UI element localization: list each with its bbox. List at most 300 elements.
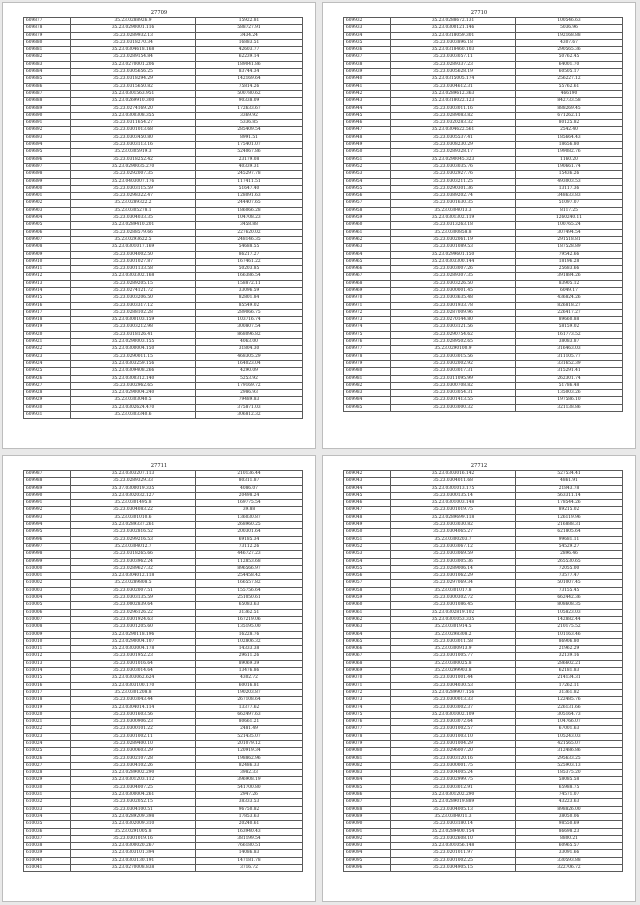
amount-cell: 51786.48 [516, 382, 623, 389]
amount-cell: 161773.52 [516, 331, 623, 338]
account-code-cell: 35.23.0303226.50 [391, 280, 516, 287]
table-row [344, 711, 623, 718]
record-id-cell: 609888 [24, 98, 71, 105]
table-row [344, 492, 623, 499]
account-code-cell: 35.23.0300708.82 [391, 382, 516, 389]
account-code-cell: 35.23.0300013.33 [391, 697, 516, 704]
account-code-cell: 35.23.0311095.99 [391, 375, 516, 382]
record-id-cell: 609911 [24, 266, 71, 273]
account-code-cell: 35.23.0288579.66 [71, 229, 196, 236]
amount-cell: 210136.44 [196, 471, 303, 478]
record-id-cell: 609990 [24, 492, 71, 499]
account-code-cell: 35.23.0301017.8 [391, 587, 516, 594]
account-code-cell: 35.23.0301002.57 [391, 726, 516, 733]
table-row [344, 25, 623, 32]
account-code-cell: 35.23.0302819.102 [391, 609, 516, 616]
table-row [24, 353, 303, 360]
table-row [24, 733, 303, 740]
record-id-cell: 609954 [344, 178, 391, 185]
record-id-cell: 609899 [24, 178, 71, 185]
amount-cell: 5253.92 [196, 375, 303, 382]
account-code-cell: 35.23.0300203.7 [391, 536, 516, 543]
record-id-cell: 609969 [344, 287, 391, 294]
amount-cell: 468305.29 [196, 353, 303, 360]
account-code-cell: 35.23.0304083.22 [71, 507, 196, 514]
account-code-cell: 35.23.0289627.32 [71, 565, 196, 572]
amount-cell: 198862.96 [196, 755, 303, 762]
record-id-cell: 609085 [344, 784, 391, 791]
table-row [344, 346, 623, 353]
record-id-cell: 610024 [24, 740, 71, 747]
record-id-cell: 609069 [344, 668, 391, 675]
record-id-cell: 610003 [24, 587, 71, 594]
amount-cell: 38083.87 [516, 339, 623, 346]
record-id-cell: 609937 [344, 54, 391, 61]
table-row [24, 697, 303, 704]
table-row [24, 821, 303, 828]
amount-cell: 2481.49 [196, 726, 303, 733]
record-id-cell: 609093 [344, 843, 391, 850]
record-id-cell: 609944 [344, 105, 391, 112]
record-id-cell: 609997 [24, 543, 71, 550]
table-row [24, 54, 303, 61]
table-row [344, 331, 623, 338]
table-row [344, 522, 623, 529]
amount-cell: 5336.85 [196, 120, 303, 127]
table-row [24, 222, 303, 229]
account-code-cell: 35.23.0289209.398 [71, 813, 196, 820]
amount-cell: 1260240.11 [516, 215, 623, 222]
table-row [24, 215, 303, 222]
record-id-cell: 610005 [24, 602, 71, 609]
record-id-cell: 609065 [344, 638, 391, 645]
table-row [344, 149, 623, 156]
amount-cell: 671262.11 [516, 112, 623, 119]
amount-cell: 563311.14 [516, 492, 623, 499]
record-id-cell: 609908 [24, 244, 71, 251]
amount-cell: 112853.68 [196, 558, 303, 565]
table-row [24, 120, 303, 127]
table-row [344, 631, 623, 638]
account-code-cell: 35.23.0302052.15 [71, 799, 196, 806]
record-id-cell: 609089 [344, 813, 391, 820]
record-id-cell: 610029 [24, 777, 71, 784]
amount-cell: 3716.72 [196, 865, 303, 872]
record-id-cell: 609045 [344, 492, 391, 499]
account-code-cell: 35.23.0300004.261 [71, 792, 196, 799]
account-code-cell: 35.23.0303207.113 [71, 471, 196, 478]
account-code-cell: 35.23.0289307.35 [391, 273, 516, 280]
account-code-cell: 35.23.0304002.50 [71, 251, 196, 258]
amount-cell: 214134.31 [516, 675, 623, 682]
record-id-cell: 609988 [24, 478, 71, 485]
amount-cell: 4290.09 [196, 368, 303, 375]
record-id-cell: 609927 [24, 382, 71, 389]
amount-cell: 62239.14 [196, 54, 303, 61]
record-id-cell: 609970 [344, 295, 391, 302]
table-row [344, 215, 623, 222]
record-id-cell: 609932 [344, 18, 391, 25]
account-code-cell: 35.23.0303120.16 [391, 755, 516, 762]
account-code-cell: 35.23.0403007.176 [71, 178, 196, 185]
amount-cell: 200301.64 [196, 529, 303, 536]
account-code-cell: 35.23.0289502.65 [391, 339, 516, 346]
table-row [344, 90, 623, 97]
record-id-cell: 610001 [24, 573, 71, 580]
account-code-cell: 35.23.0301203.112 [71, 777, 196, 784]
amount-cell: 164023.04 [196, 360, 303, 367]
record-id-cell: 609912 [24, 273, 71, 280]
table-row [344, 193, 623, 200]
table-row [24, 850, 303, 857]
amount-cell: 33096.59 [196, 287, 303, 294]
table-row [24, 638, 303, 645]
table-row [344, 397, 623, 404]
record-id-cell: 609893 [24, 134, 71, 141]
amount-cell: 6049.17 [516, 287, 623, 294]
account-code-cell: 35.23.0289932.13 [71, 32, 196, 39]
account-code-cell: 35.23.0300135.14 [391, 492, 516, 499]
account-code-cell: 35.23.0301002.25 [391, 857, 516, 864]
record-id-cell: 609090 [344, 821, 391, 828]
amount-cell: 89660.88 [516, 317, 623, 324]
amount-cell: 381199.54 [196, 835, 303, 842]
record-id-cell: 609943 [344, 98, 391, 105]
amount-cell: 85549.02 [196, 302, 303, 309]
amount-cell: 15436.26 [516, 171, 623, 178]
amount-cell: 662497.63 [196, 711, 303, 718]
amount-cell: 120919.34 [196, 748, 303, 755]
record-id-cell: 609972 [344, 309, 391, 316]
table-row [24, 492, 303, 499]
table-row [24, 755, 303, 762]
table-row [344, 47, 623, 54]
amount-cell: 662442.36 [516, 595, 623, 602]
amount-cell: 15922.81 [196, 18, 303, 25]
account-code-cell: 35.23.0298322.47 [71, 193, 196, 200]
amount-cell: 158872.11 [196, 280, 303, 287]
record-id-cell: 609078 [344, 733, 391, 740]
amount-cell: 86906.80 [516, 638, 623, 645]
record-id-cell: 609936 [344, 47, 391, 54]
table-row [344, 471, 623, 478]
account-code-cell: 35.23.0301208.8 [71, 689, 196, 696]
record-id-cell: 610006 [24, 609, 71, 616]
record-id-cell: 610011 [24, 646, 71, 653]
amount-cell: 291518.81 [516, 236, 623, 243]
record-id-cell: 609926 [24, 375, 71, 382]
record-id-cell: 609070 [344, 675, 391, 682]
table-row [344, 142, 623, 149]
amount-cell: 2896.46 [516, 551, 623, 558]
page-title: 27712 [470, 463, 488, 469]
table-row [24, 536, 303, 543]
table-row [344, 98, 623, 105]
amount-cell: 14333.38 [196, 646, 303, 653]
table-row [344, 287, 623, 294]
record-id-cell: 609075 [344, 711, 391, 718]
table-row [24, 171, 303, 178]
ledger-table [343, 470, 623, 872]
record-id-cell: 609967 [344, 273, 391, 280]
account-code-cell: 35.23.0301019.75 [391, 507, 516, 514]
account-code-cell: 35.23.0289329.33 [71, 478, 196, 485]
account-code-cell: 35.23.0301019.16 [71, 835, 196, 842]
record-id-cell: 609961 [344, 229, 391, 236]
amount-cell: 126119.96 [516, 514, 623, 521]
account-code-cell: 35.23.0303004.178 [71, 646, 196, 653]
record-id-cell: 609087 [344, 799, 391, 806]
record-id-cell: 610025 [24, 748, 71, 755]
table-row [24, 631, 303, 638]
amount-cell: 8800.21 [516, 835, 623, 842]
account-code-cell: 35.23.0289002.290 [71, 770, 196, 777]
amount-cell: 75814.26 [196, 83, 303, 90]
amount-cell: 128091.63 [196, 193, 303, 200]
account-code-cell: 35.37.0300019.335 [71, 485, 196, 492]
table-row [24, 185, 303, 192]
amount-cell: 90338.09 [196, 98, 303, 105]
amount-cell: 102806.32 [196, 638, 303, 645]
account-code-cell: 35.23.0301002.11 [71, 733, 196, 740]
page-title: 27711 [150, 463, 168, 469]
amount-cell: 3458.88 [196, 222, 303, 229]
record-id-cell: 609064 [344, 631, 391, 638]
record-id-cell: 609941 [344, 83, 391, 90]
table-row [24, 382, 303, 389]
record-id-cell: 610030 [24, 784, 71, 791]
amount-cell: 286602.21 [516, 660, 623, 667]
amount-cell: 105243.03 [516, 733, 623, 740]
table-row [344, 726, 623, 733]
account-code-cell: 35.23.0301933.78 [391, 302, 516, 309]
account-code-cell: 35.23.0289410.201 [71, 222, 196, 229]
record-id-cell: 609930 [24, 404, 71, 411]
record-id-cell: 609084 [344, 777, 391, 784]
account-code-cell: 35.23.0301062.29 [391, 573, 516, 580]
amount-cell: 98550.69 [516, 821, 623, 828]
amount-cell: 82486.33 [196, 762, 303, 769]
document-page-3 [3, 456, 315, 901]
table-row [344, 127, 623, 134]
record-id-cell: 609071 [344, 682, 391, 689]
account-code-cell: 35.23.0305278.1 [71, 207, 196, 214]
amount-cell: 73577.47 [516, 573, 623, 580]
account-code-cell: 35.23.0274169.20 [71, 105, 196, 112]
account-code-cell: 35.23.0301924.63 [71, 616, 196, 623]
amount-cell: 64001.70 [516, 61, 623, 68]
amount-cell: 524067.86 [196, 149, 303, 156]
record-id-cell: 610020 [24, 711, 71, 718]
account-code-cell: 35.23.0303896.18 [391, 39, 516, 46]
account-code-cell: 35.23.0303206.50 [71, 295, 196, 302]
account-code-cell: 35.23.0289006.14 [391, 565, 516, 572]
record-id-cell: 609054 [344, 558, 391, 565]
table-row [24, 682, 303, 689]
page-title: 27710 [470, 10, 488, 16]
account-code-cell: 35.23.0299903.8 [391, 668, 516, 675]
account-code-cell: 35.23.0301202.290 [391, 792, 516, 799]
account-code-cell: 35.23.0303043.44 [71, 697, 196, 704]
amount-cell: 1160.20 [516, 156, 623, 163]
record-id-cell: 609079 [344, 740, 391, 747]
record-id-cell: 609999 [24, 558, 71, 565]
account-code-cell: 35.23.0290001.116 [71, 25, 196, 32]
amount-cell: 306812.32 [196, 412, 303, 419]
table-row [344, 236, 623, 243]
account-code-cell: 35.23.0289337.23 [391, 61, 516, 68]
table-row [24, 98, 303, 105]
table-row [344, 273, 623, 280]
table-row [24, 500, 303, 507]
account-code-cell: 35.23.0296126.22 [71, 609, 196, 616]
record-id-cell: 609958 [344, 207, 391, 214]
account-code-cell: 35.23.0304014.114 [71, 704, 196, 711]
table-row [344, 638, 623, 645]
table-row [344, 624, 623, 631]
amount-cell: 500780.62 [196, 90, 303, 97]
table-row [344, 704, 623, 711]
record-id-cell: 609966 [344, 266, 391, 273]
record-id-cell: 609981 [344, 375, 391, 382]
amount-cell: 73155.45 [516, 587, 623, 594]
amount-cell: 808608.35 [516, 602, 623, 609]
table-row [24, 857, 303, 864]
record-id-cell: 609951 [344, 156, 391, 163]
record-id-cell: 609062 [344, 616, 391, 623]
account-code-cell: 35.23.0290004.107 [71, 638, 196, 645]
table-row [24, 25, 303, 32]
account-code-cell: 35.23.0303962.24 [71, 558, 196, 565]
account-code-cell: 35.23.0304005.24 [391, 770, 516, 777]
record-id-cell: 610031 [24, 792, 71, 799]
account-code-cell: 35.23.0302007.51 [71, 587, 196, 594]
table-row [24, 360, 303, 367]
account-code-cell: 35.23.0303012.91 [391, 784, 516, 791]
record-id-cell: 609055 [344, 565, 391, 572]
record-id-cell: 610038 [24, 843, 71, 850]
record-id-cell: 610021 [24, 719, 71, 726]
account-code-cell: 35.23.0303014.64 [71, 668, 196, 675]
amount-cell: 466190 [516, 90, 623, 97]
account-code-cell: 35.23.0303030.82 [391, 522, 516, 529]
table-row [344, 507, 623, 514]
record-id-cell: 609086 [344, 792, 391, 799]
account-code-cell: 35.23.0288926.9 [71, 18, 196, 25]
amount-cell: 33091.66 [516, 850, 623, 857]
amount-cell: 21843.78 [516, 485, 623, 492]
record-id-cell: 609968 [344, 280, 391, 287]
amount-cell: 65988.75 [516, 784, 623, 791]
amount-cell: 79489.83 [196, 397, 303, 404]
record-id-cell: 609978 [344, 353, 391, 360]
account-code-cell: 35.23.0289699.118 [391, 514, 516, 521]
amount-cell: 262301.74 [516, 375, 623, 382]
amount-cell: 23179.08 [196, 156, 303, 163]
amount-cell: 20240.61 [196, 821, 303, 828]
table-row [24, 777, 303, 784]
account-code-cell: 35.23.0269910.300 [71, 98, 196, 105]
record-id-cell: 609882 [24, 54, 71, 61]
account-code-cell: 35.23.0289205.15 [71, 280, 196, 287]
record-id-cell: 609067 [344, 653, 391, 660]
account-code-cell: 35.23.0289612.363 [391, 90, 516, 97]
record-id-cell: 609890 [24, 112, 71, 119]
record-id-cell: 609923 [24, 353, 71, 360]
amount-cell: 375871.03 [196, 404, 303, 411]
amount-cell: 16883.51 [196, 39, 303, 46]
record-id-cell: 609947 [344, 127, 391, 134]
record-id-cell: 609974 [344, 324, 391, 331]
record-id-cell: 609983 [344, 390, 391, 397]
record-id-cell: 609965 [344, 258, 391, 265]
account-code-cell: 35.23.0304622.561 [391, 127, 516, 134]
table-row [344, 500, 623, 507]
amount-cell: 842733.58 [516, 98, 623, 105]
amount-cell: 330593.88 [516, 857, 623, 864]
record-id-cell: 609051 [344, 536, 391, 543]
amount-cell: 305164.73 [516, 711, 623, 718]
amount-cell: 248146.35 [196, 236, 303, 243]
record-id-cell: 609057 [344, 580, 391, 587]
amount-cell: 521435.07 [196, 733, 303, 740]
record-id-cell: 610010 [24, 638, 71, 645]
account-code-cell: 35.23.0304033.35 [71, 215, 196, 222]
table-row [344, 792, 623, 799]
account-code-cell: 35.23.0301013.175 [391, 485, 516, 492]
record-id-cell: 609924 [24, 360, 71, 367]
account-code-cell: 35.23.0303115.59 [71, 185, 196, 192]
table-row [24, 295, 303, 302]
account-code-cell: 35.23.0302032.127 [71, 492, 196, 499]
record-id-cell: 609050 [344, 529, 391, 536]
account-code-cell: 35.23.0315005.174 [391, 76, 516, 83]
record-id-cell: 610004 [24, 595, 71, 602]
amount-cell: 42603.77 [196, 47, 303, 54]
table-row [344, 207, 623, 214]
amount-cell: 60505.17 [516, 69, 623, 76]
record-id-cell: 609956 [344, 193, 391, 200]
account-code-cell: 35.23.0304012.7 [71, 543, 196, 550]
amount-cell: 290565.36 [516, 47, 623, 54]
amount-cell: 178544.26 [516, 500, 623, 507]
record-id-cell: 609984 [344, 397, 391, 404]
account-code-cell: 35.23.0289328.17 [391, 149, 516, 156]
amount-cell: 527534.41 [516, 471, 623, 478]
account-code-cell: 35.23.0303635.48 [391, 295, 516, 302]
amount-cell: 190203.87 [196, 689, 303, 696]
account-code-cell: 35.23.0303100.170 [71, 682, 196, 689]
account-code-cell: 35.23.0303062.624 [71, 675, 196, 682]
record-id-cell: 609879 [24, 32, 71, 39]
table-row [344, 857, 623, 864]
record-id-cell: 609902 [24, 200, 71, 207]
table-row [344, 404, 623, 411]
record-id-cell: 610026 [24, 755, 71, 762]
table-row [344, 485, 623, 492]
amount-cell: 179169.72 [196, 382, 303, 389]
record-id-cell: 609891 [24, 120, 71, 127]
amount-cell: 227620.02 [196, 229, 303, 236]
account-code-cell: 35.23.0318022.123 [391, 98, 516, 105]
account-code-cell: 35.23.0302608.10 [391, 835, 516, 842]
table-row [344, 280, 623, 287]
amount-cell: 3369.92 [196, 112, 303, 119]
amount-cell: 89069.39 [196, 660, 303, 667]
account-code-cell: 35.23.0201011.97 [391, 850, 516, 857]
amount-cell: 73112.26 [196, 543, 303, 550]
table-row [24, 134, 303, 141]
